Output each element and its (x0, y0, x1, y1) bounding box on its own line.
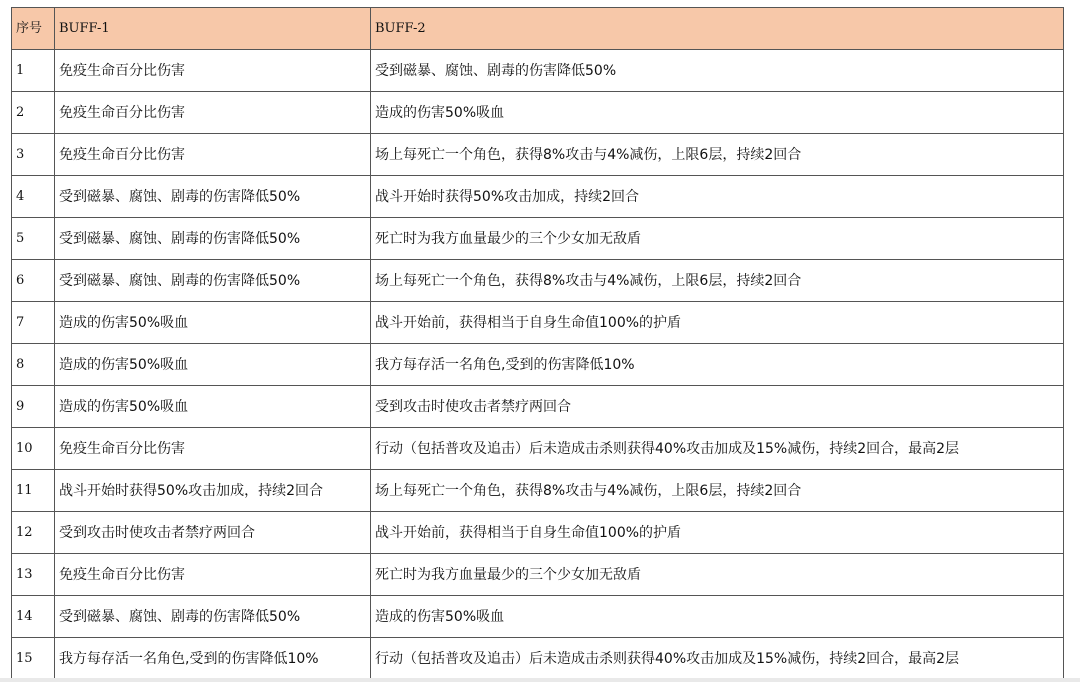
row-buff-2: 场上每死亡一个角色，获得8%攻击与4%减伤，上限6层，持续2回合 (371, 260, 1064, 302)
row-buff-2: 战斗开始时获得50%攻击加成，持续2回合 (371, 176, 1064, 218)
row-index: 15 (12, 638, 55, 680)
table-row (12, 386, 1064, 428)
table-body (12, 50, 1064, 680)
table-row (12, 260, 1064, 302)
table-row (12, 92, 1064, 134)
row-buff-2: 行动（包括普攻及追击）后未造成击杀则获得40%攻击加成及15%减伤，持续2回合，最高2层 (371, 638, 1064, 680)
table-row (12, 176, 1064, 218)
row-buff-1: 受到磁暴、腐蚀、剧毒的伤害降低50% (55, 176, 371, 218)
row-buff-1: 免疫生命百分比伤害 (55, 50, 371, 92)
row-buff-2: 造成的伤害50%吸血 (371, 92, 1064, 134)
table-row (12, 554, 1064, 596)
row-buff-2: 行动（包括普攻及追击）后未造成击杀则获得40%攻击加成及15%减伤，持续2回合，最高2层 (371, 428, 1064, 470)
row-buff-1: 免疫生命百分比伤害 (55, 428, 371, 470)
row-buff-2: 造成的伤害50%吸血 (371, 596, 1064, 638)
row-index: 4 (12, 176, 55, 218)
row-buff-1: 造成的伤害50%吸血 (55, 344, 371, 386)
row-buff-2: 战斗开始前，获得相当于自身生命值100%的护盾 (371, 512, 1064, 554)
row-buff-1: 受到攻击时使攻击者禁疗两回合 (55, 512, 371, 554)
row-index: 3 (12, 134, 55, 176)
header-row (12, 8, 1064, 50)
row-buff-1: 免疫生命百分比伤害 (55, 92, 371, 134)
row-index: 7 (12, 302, 55, 344)
table-row (12, 638, 1064, 680)
row-buff-1: 受到磁暴、腐蚀、剧毒的伤害降低50% (55, 596, 371, 638)
row-index: 2 (12, 92, 55, 134)
row-buff-2: 我方每存活一名角色,受到的伤害降低10% (371, 344, 1064, 386)
row-index: 6 (12, 260, 55, 302)
table-row (12, 344, 1064, 386)
row-buff-1: 战斗开始时获得50%攻击加成，持续2回合 (55, 470, 371, 512)
row-buff-1: 造成的伤害50%吸血 (55, 386, 371, 428)
header-buff-1: BUFF-1 (55, 8, 371, 50)
row-index: 1 (12, 50, 55, 92)
row-buff-2: 受到磁暴、腐蚀、剧毒的伤害降低50% (371, 50, 1064, 92)
row-index: 10 (12, 428, 55, 470)
row-buff-2: 场上每死亡一个角色，获得8%攻击与4%减伤，上限6层，持续2回合 (371, 134, 1064, 176)
header-buff-2: BUFF-2 (371, 8, 1064, 50)
table-row (12, 302, 1064, 344)
row-buff-1: 受到磁暴、腐蚀、剧毒的伤害降低50% (55, 260, 371, 302)
table-row (12, 512, 1064, 554)
row-index: 9 (12, 386, 55, 428)
row-index: 14 (12, 596, 55, 638)
row-buff-1: 造成的伤害50%吸血 (55, 302, 371, 344)
header-index: 序号 (12, 8, 55, 50)
table-row (12, 218, 1064, 260)
row-index: 12 (12, 512, 55, 554)
table-row (12, 428, 1064, 470)
table-row (12, 470, 1064, 512)
table-header (12, 8, 1064, 50)
row-buff-1: 受到磁暴、腐蚀、剧毒的伤害降低50% (55, 218, 371, 260)
row-buff-2: 受到攻击时使攻击者禁疗两回合 (371, 386, 1064, 428)
buff-table (11, 7, 1064, 680)
table-row (12, 134, 1064, 176)
row-buff-2: 死亡时为我方血量最少的三个少女加无敌盾 (371, 218, 1064, 260)
row-buff-1: 免疫生命百分比伤害 (55, 554, 371, 596)
row-buff-1: 我方每存活一名角色,受到的伤害降低10% (55, 638, 371, 680)
row-buff-2: 战斗开始前，获得相当于自身生命值100%的护盾 (371, 302, 1064, 344)
row-index: 13 (12, 554, 55, 596)
row-index: 11 (12, 470, 55, 512)
row-buff-2: 死亡时为我方血量最少的三个少女加无敌盾 (371, 554, 1064, 596)
bottom-divider (0, 678, 1080, 682)
row-buff-2: 场上每死亡一个角色，获得8%攻击与4%减伤，上限6层，持续2回合 (371, 470, 1064, 512)
row-index: 8 (12, 344, 55, 386)
row-buff-1: 免疫生命百分比伤害 (55, 134, 371, 176)
table-row (12, 596, 1064, 638)
table-row (12, 50, 1064, 92)
row-index: 5 (12, 218, 55, 260)
